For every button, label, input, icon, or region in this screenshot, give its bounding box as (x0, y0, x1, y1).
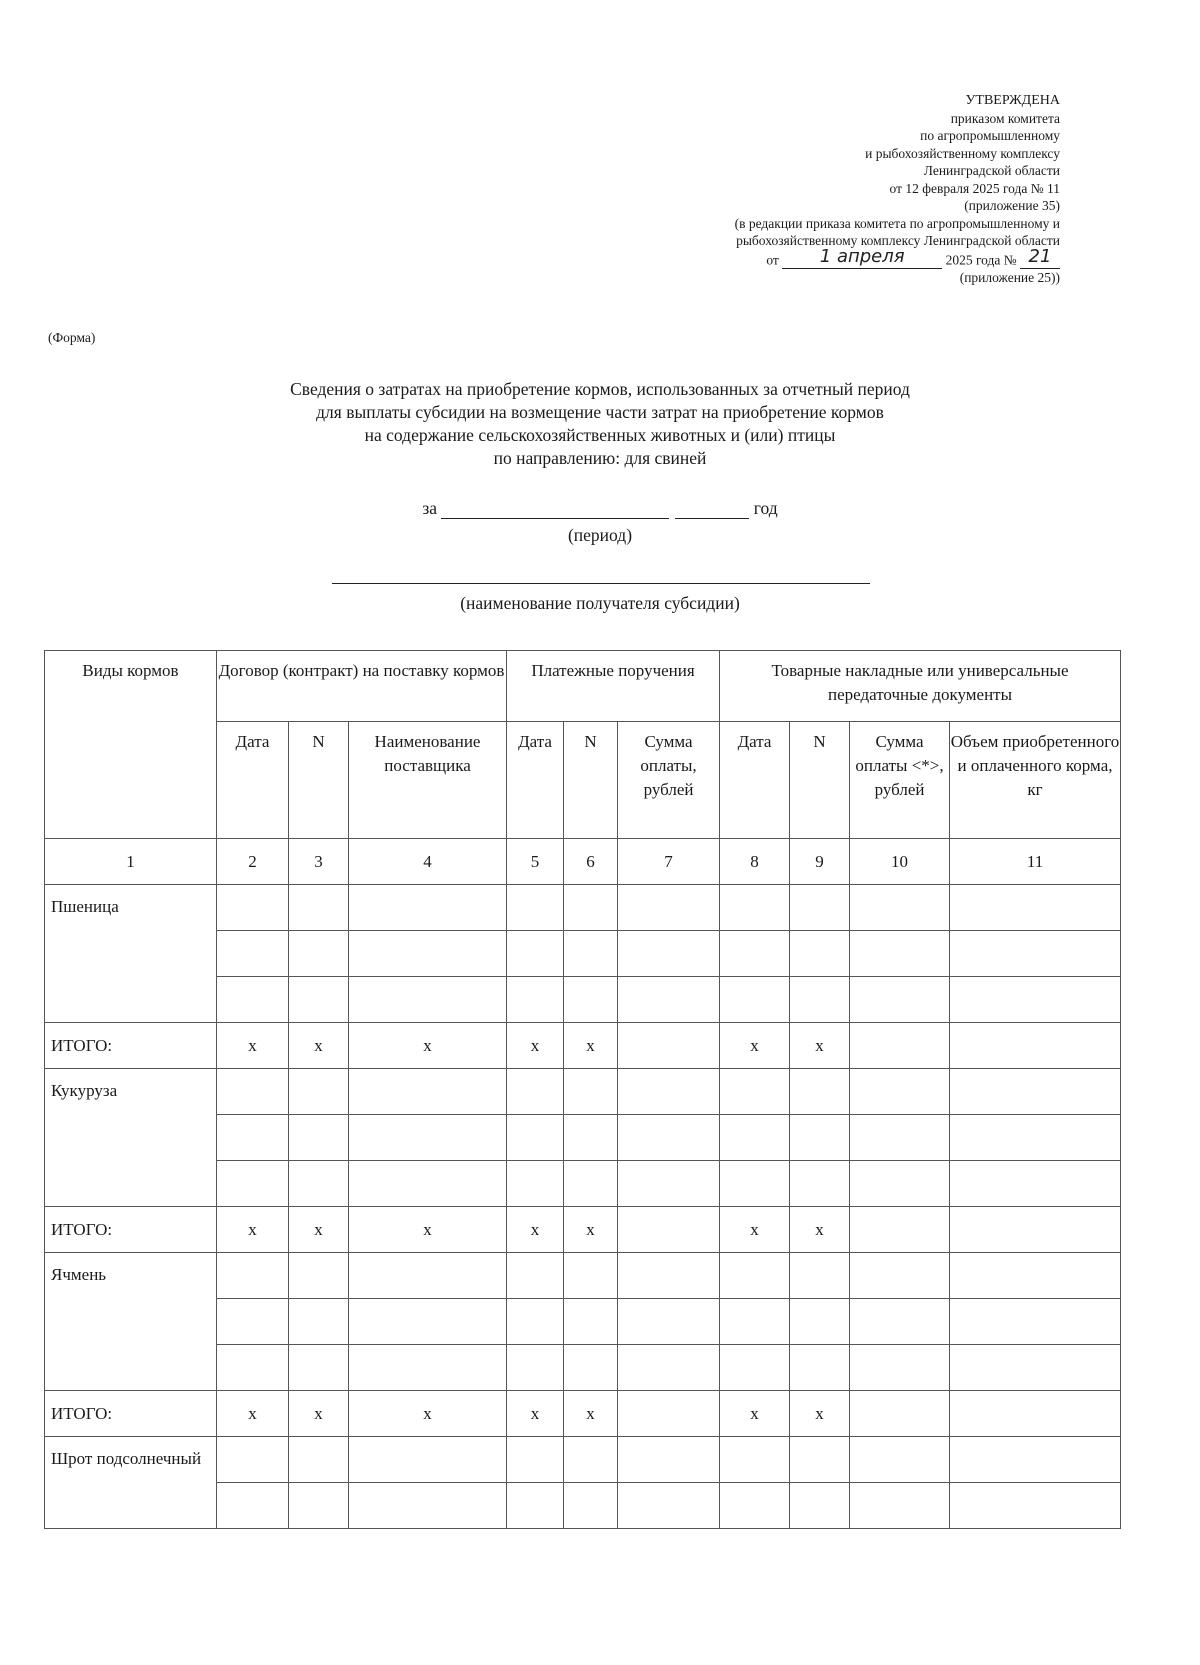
table-cell[interactable] (564, 1253, 618, 1299)
table-cell[interactable] (289, 1161, 349, 1207)
table-cell[interactable] (507, 1483, 564, 1529)
table-cell[interactable] (349, 1345, 507, 1391)
table-cell[interactable] (850, 1161, 950, 1207)
table-cell[interactable] (950, 1115, 1121, 1161)
table-cell[interactable] (950, 1437, 1121, 1483)
total-row (45, 1391, 1121, 1437)
table-cell[interactable] (217, 885, 289, 931)
table-cell[interactable] (790, 885, 850, 931)
table-cell[interactable] (850, 1437, 950, 1483)
cross-mark: x (790, 1207, 850, 1253)
table-cell[interactable] (790, 1483, 850, 1529)
cross-mark: x (217, 1207, 289, 1253)
table-cell[interactable] (618, 1069, 720, 1115)
table-cell[interactable] (349, 1161, 507, 1207)
total-label: ИТОГО: (45, 1207, 217, 1253)
table-row (45, 1253, 1121, 1299)
table-cell[interactable] (950, 1299, 1121, 1345)
table-cell[interactable] (564, 977, 618, 1023)
column-number: 11 (950, 839, 1121, 885)
table-cell[interactable] (720, 1069, 790, 1115)
table-cell[interactable] (950, 1161, 1121, 1207)
number-blank (1020, 245, 1060, 269)
table-cell[interactable] (289, 1345, 349, 1391)
table-cell[interactable] (720, 1253, 790, 1299)
cross-mark: x (720, 1023, 790, 1069)
cross-mark: x (720, 1391, 790, 1437)
total-row (45, 1207, 1121, 1253)
header-supplier: Наименование поставщика (349, 722, 507, 839)
table-cell[interactable] (850, 1299, 950, 1345)
year-blank[interactable] (675, 500, 749, 519)
column-numbers-row (45, 839, 1121, 885)
column-number: 6 (564, 839, 618, 885)
period-blank[interactable] (441, 500, 669, 519)
table-cell[interactable] (217, 1069, 289, 1115)
table-cell[interactable] (790, 1069, 850, 1115)
table-cell[interactable] (507, 1161, 564, 1207)
table-cell[interactable] (790, 1253, 850, 1299)
cross-mark: x (564, 1023, 618, 1069)
table-cell[interactable] (217, 1115, 289, 1161)
total-label: ИТОГО: (45, 1391, 217, 1437)
table-cell[interactable] (217, 1345, 289, 1391)
feed-name: Пшеница (45, 885, 217, 1023)
table-cell[interactable] (217, 1161, 289, 1207)
table-cell[interactable] (618, 1023, 720, 1069)
column-number: 3 (289, 839, 349, 885)
table-cell[interactable] (720, 1437, 790, 1483)
cross-mark: x (289, 1207, 349, 1253)
period-prefix: за (422, 498, 438, 518)
table-cell[interactable] (790, 1299, 850, 1345)
cross-mark: x (564, 1391, 618, 1437)
title-line: на содержание сельскохозяйственных животных и (или) птицы (364, 425, 836, 445)
header-payment-n: N (564, 722, 618, 839)
feed-name: Ячмень (45, 1253, 217, 1391)
table-cell[interactable] (289, 1483, 349, 1529)
table-cell[interactable] (618, 1345, 720, 1391)
table-cell[interactable] (349, 1253, 507, 1299)
table-cell[interactable] (564, 1483, 618, 1529)
table-cell[interactable] (217, 1483, 289, 1529)
cross-mark: x (507, 1391, 564, 1437)
table-cell[interactable] (850, 885, 950, 931)
table-cell[interactable] (217, 1437, 289, 1483)
table-cell[interactable] (618, 1299, 720, 1345)
total-label: ИТОГО: (45, 1023, 217, 1069)
period-suffix: год (753, 498, 778, 518)
document-title (0, 378, 1200, 470)
cross-mark: x (790, 1391, 850, 1437)
approval-line: (приложение 35) (964, 198, 1060, 213)
date-blank (782, 245, 942, 269)
table-cell[interactable] (217, 931, 289, 977)
table-cell[interactable] (720, 885, 790, 931)
table-cell[interactable] (850, 977, 950, 1023)
column-number: 8 (720, 839, 790, 885)
title-line: для выплаты субсидии на возмещение части затрат на приобретение кормов (316, 402, 884, 422)
table-cell[interactable] (618, 1161, 720, 1207)
column-number: 5 (507, 839, 564, 885)
table-cell[interactable] (507, 1115, 564, 1161)
table-cell[interactable] (618, 885, 720, 931)
total-row (45, 1023, 1121, 1069)
table-cell[interactable] (564, 1115, 618, 1161)
table-cell[interactable] (850, 1253, 950, 1299)
amendment-date-line (735, 245, 1060, 269)
table-cell[interactable] (618, 1207, 720, 1253)
column-number: 4 (349, 839, 507, 885)
header-payment: Платежные поручения (507, 651, 720, 722)
table-cell[interactable] (720, 1483, 790, 1529)
table-cell[interactable] (618, 1437, 720, 1483)
table-cell[interactable] (790, 1345, 850, 1391)
cross-mark: x (507, 1207, 564, 1253)
table-cell[interactable] (618, 1115, 720, 1161)
table-cell[interactable] (790, 1437, 850, 1483)
column-number: 1 (45, 839, 217, 885)
feed-name: Кукуруза (45, 1069, 217, 1207)
table-cell[interactable] (950, 1069, 1121, 1115)
cross-mark: x (289, 1023, 349, 1069)
table-cell[interactable] (289, 1115, 349, 1161)
table-cell[interactable] (720, 977, 790, 1023)
header-invoice-date: Дата (720, 722, 790, 839)
header-contract: Договор (контракт) на поставку кормов (217, 651, 507, 722)
table-cell[interactable] (289, 931, 349, 977)
approval-line: рыбохозяйственному комплексу Ленинградской области (736, 233, 1060, 248)
table-cell[interactable] (507, 1345, 564, 1391)
from-prefix: от (766, 252, 779, 267)
handwritten-date: 1 апреля (819, 245, 905, 267)
table-cell[interactable] (950, 1253, 1121, 1299)
cross-mark: x (349, 1207, 507, 1253)
handwritten-number: 21 (1028, 245, 1052, 267)
table-cell[interactable] (564, 1299, 618, 1345)
table-cell[interactable] (349, 1299, 507, 1345)
table-cell[interactable] (618, 1483, 720, 1529)
recipient-blank[interactable] (332, 583, 870, 584)
cross-mark: x (217, 1391, 289, 1437)
table-row (45, 1069, 1121, 1115)
table-row (45, 885, 1121, 931)
table-cell[interactable] (507, 885, 564, 931)
table-cell[interactable] (289, 1437, 349, 1483)
table-cell[interactable] (850, 1115, 950, 1161)
approval-line: Ленинградской области (923, 163, 1060, 178)
header-invoice-n: N (790, 722, 850, 839)
column-number: 7 (618, 839, 720, 885)
table-cell[interactable] (950, 1345, 1121, 1391)
table-cell[interactable] (790, 1161, 850, 1207)
table-cell[interactable] (349, 1069, 507, 1115)
table-cell[interactable] (507, 1069, 564, 1115)
table-cell[interactable] (349, 1483, 507, 1529)
approval-line: и рыбохозяйственному комплексу (865, 145, 1060, 161)
table-cell[interactable] (349, 1437, 507, 1483)
table-cell[interactable] (720, 1299, 790, 1345)
table-cell[interactable] (289, 1253, 349, 1299)
header-contract-n: N (289, 722, 349, 839)
approval-line: приказом комитета (950, 110, 1060, 126)
header-invoice: Товарные накладные или универсальные передаточные документы (720, 651, 1121, 722)
table-cell[interactable] (950, 931, 1121, 977)
period-caption: (период) (567, 525, 633, 545)
table-cell[interactable] (507, 1437, 564, 1483)
table-cell[interactable] (950, 977, 1121, 1023)
table-cell[interactable] (217, 1253, 289, 1299)
table-cell[interactable] (850, 1023, 950, 1069)
table-cell[interactable] (289, 1069, 349, 1115)
table-cell[interactable] (349, 1115, 507, 1161)
feed-costs-table (44, 650, 1121, 1529)
table-cell[interactable] (950, 1391, 1121, 1437)
table-cell[interactable] (349, 885, 507, 931)
header-contract-date: Дата (217, 722, 289, 839)
approval-line: от 12 февраля 2025 года № 11 (889, 180, 1060, 196)
title-line: по направлению: для свиней (493, 448, 707, 468)
table-cell[interactable] (564, 885, 618, 931)
cross-mark: x (564, 1207, 618, 1253)
table-cell[interactable] (507, 931, 564, 977)
table-cell[interactable] (950, 1207, 1121, 1253)
cross-mark: x (217, 1023, 289, 1069)
feed-name: Шрот подсолнечный (45, 1437, 217, 1529)
table-cell[interactable] (950, 1023, 1121, 1069)
table-cell[interactable] (349, 931, 507, 977)
table-cell[interactable] (618, 1253, 720, 1299)
table-cell[interactable] (850, 931, 950, 977)
header-payment-sum: Сумма оплаты, рублей (618, 722, 720, 839)
table-cell[interactable] (850, 1345, 950, 1391)
table-cell[interactable] (850, 1483, 950, 1529)
period-line (0, 498, 1200, 519)
cross-mark: x (720, 1207, 790, 1253)
table-cell[interactable] (790, 977, 850, 1023)
table-row (45, 1437, 1121, 1483)
table-cell[interactable] (720, 1115, 790, 1161)
approval-block (735, 92, 1060, 286)
approval-title: УТВЕРЖДЕНА (965, 93, 1060, 108)
title-line: Сведения о затратах на приобретение кормов, использованных за отчетный период (290, 379, 910, 399)
table-cell[interactable] (950, 885, 1121, 931)
table-cell[interactable] (618, 931, 720, 977)
table-cell[interactable] (850, 1069, 950, 1115)
table-cell[interactable] (618, 1391, 720, 1437)
cross-mark: x (349, 1391, 507, 1437)
table-cell[interactable] (289, 1299, 349, 1345)
table-cell[interactable] (507, 977, 564, 1023)
table-cell[interactable] (790, 1115, 850, 1161)
approval-line: по агропромышленному (920, 128, 1060, 143)
table-cell[interactable] (217, 1299, 289, 1345)
recipient-caption: (наименование получателя субсидии) (460, 593, 740, 613)
cross-mark: x (790, 1023, 850, 1069)
table-cell[interactable] (349, 977, 507, 1023)
header-feed-types: Виды кормов (45, 651, 217, 839)
approval-line: (в редакции приказа комитета по агропромышленному и (734, 215, 1060, 231)
table-cell[interactable] (289, 885, 349, 931)
table-cell[interactable] (618, 977, 720, 1023)
table-cell[interactable] (850, 1207, 950, 1253)
table-cell[interactable] (790, 931, 850, 977)
table-cell[interactable] (720, 1345, 790, 1391)
cross-mark: x (507, 1023, 564, 1069)
table-cell[interactable] (564, 1069, 618, 1115)
table-cell[interactable] (507, 1253, 564, 1299)
header-payment-date: Дата (507, 722, 564, 839)
table-cell[interactable] (564, 1437, 618, 1483)
year-text: 2025 года № (945, 252, 1017, 267)
column-number: 2 (217, 839, 289, 885)
header-volume: Объем приобретенного и оплаченного корма, кг (950, 722, 1121, 839)
header-invoice-sum: Сумма оплаты <*>, рублей (850, 722, 950, 839)
table-cell[interactable] (720, 1161, 790, 1207)
column-number: 9 (790, 839, 850, 885)
table-cell[interactable] (507, 1299, 564, 1345)
column-number: 10 (850, 839, 950, 885)
table-cell[interactable] (564, 931, 618, 977)
table-cell[interactable] (720, 931, 790, 977)
table-cell[interactable] (564, 1345, 618, 1391)
table-cell[interactable] (850, 1391, 950, 1437)
table-cell[interactable] (950, 1483, 1121, 1529)
table-cell[interactable] (217, 977, 289, 1023)
table-cell[interactable] (289, 977, 349, 1023)
table-cell[interactable] (564, 1161, 618, 1207)
cross-mark: x (289, 1391, 349, 1437)
form-label: (Форма) (48, 330, 96, 345)
approval-line: (приложение 25)) (959, 269, 1060, 285)
cross-mark: x (349, 1023, 507, 1069)
